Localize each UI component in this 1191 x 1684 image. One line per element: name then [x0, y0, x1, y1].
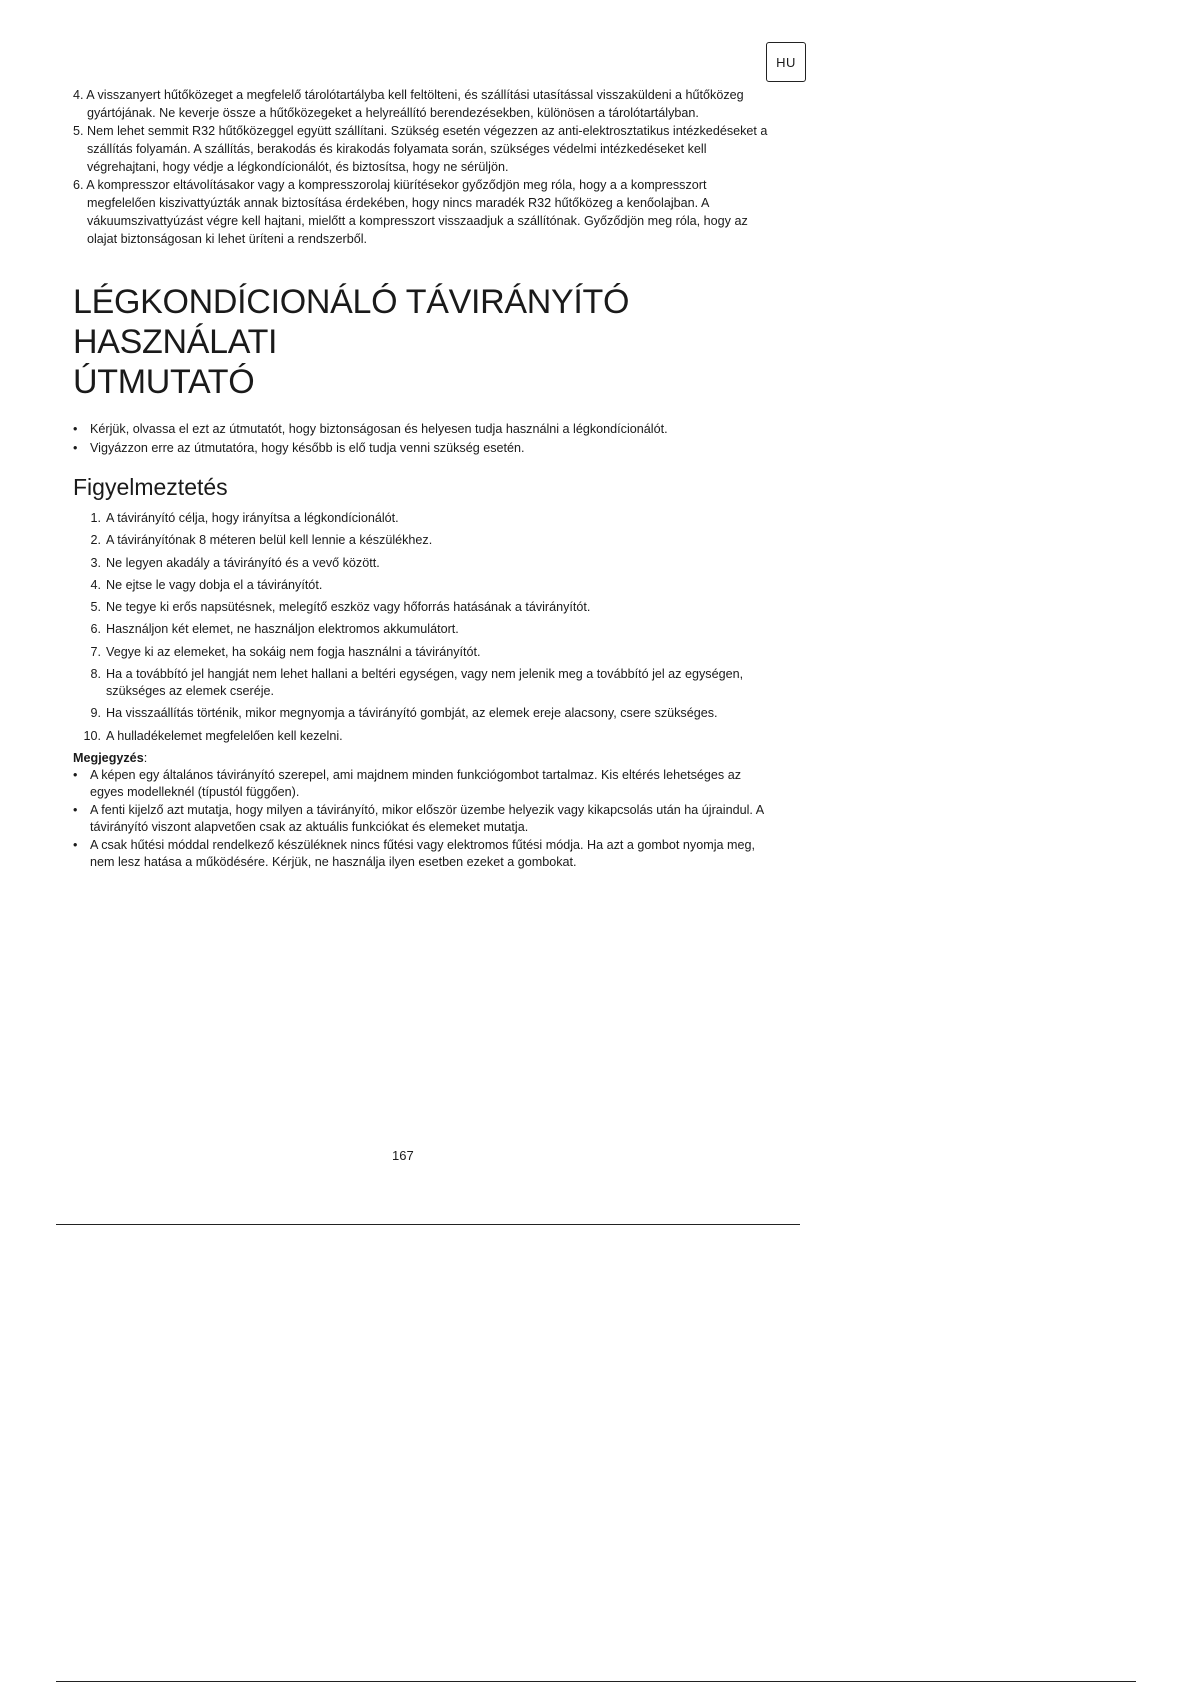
intro-bullets	[73, 420, 773, 458]
item-number: 8.	[90, 667, 101, 682]
item-number: 7.	[90, 644, 101, 659]
item-number: 3.	[90, 555, 101, 570]
note-item: • A képen egy általános távirányító szerepel, ami majdnem minden funkciógombot tartalmaz. Kis eltérés lehetséges az egyes modelleknél (típustól függően).	[73, 767, 773, 801]
item-number: 2.	[90, 533, 101, 548]
warning-item	[73, 705, 773, 722]
item-number: 5.	[90, 600, 101, 615]
warning-item	[73, 532, 773, 549]
warning-item	[73, 577, 773, 594]
warning-item	[73, 555, 773, 572]
item-number: 10.	[83, 728, 101, 743]
note-colon: :	[143, 750, 148, 765]
note-item: • A csak hűtési móddal rendelkező készüléknek nincs fűtési vagy elektromos fűtési módja. Ha azt a gombot nyomja meg, nem lesz hatása a működésére. Kérjük, ne használja ilyen esetben ezeket a gombokat.	[73, 837, 773, 871]
list-item: 6. A kompresszor eltávolításakor vagy a kompresszorolaj kiürítésekor győződjön meg róla, hogy a a kompresszort megfelelően kiszivattyúzták annak biztosítása érdekében, hogy nincs maradék R32 hűtőközeg a kenőolajban. A vákuumszivattyúzást végre kell hajtani, mielőtt a kompresszort visszaadjuk a szállítónak. Győződjön meg róla, hogy az olajat biztonságosan ki lehet üríteni a rendszerből.	[73, 178, 748, 246]
warning-item	[73, 728, 773, 745]
bullet-item: • Kérjük, olvassa el ezt az útmutatót, hogy biztonságosan és helyesen tudja használni a légkondícionálót.	[73, 420, 773, 439]
warning-item	[73, 599, 773, 616]
title-line-1: LÉGKONDÍCIONÁLÓ TÁVIRÁNYÍTÓ HASZNÁLATI	[73, 283, 630, 361]
item-text: Ne tegye ki erős napsütésnek, melegítő eszköz vagy hőforrás hatásának a távirányítót.	[106, 600, 591, 615]
warning-list	[73, 510, 773, 745]
item-text: Vegye ki az elemeket, ha sokáig nem fogja használni a távirányítót.	[106, 644, 481, 659]
item-text: Ne legyen akadály a távirányító és a vevő között.	[106, 555, 380, 570]
note-heading	[73, 750, 773, 767]
note-item: • A fenti kijelző azt mutatja, hogy milyen a távirányító, mikor először üzembe helyezik vagy kikapcsolás után ha újraindul. A távirányító viszont alapvetően csak az aktuális funkciókat és elemeket mutatja.	[73, 802, 773, 836]
page-content	[73, 86, 773, 872]
warning-heading: Figyelmeztetés	[73, 474, 228, 500]
item-number: 1.	[90, 511, 101, 525]
list-item: 5. Nem lehet semmit R32 hűtőközeggel együtt szállítani. Szükség esetén végezzen az anti-elektrosztatikus intézkedéseket a szállítás folyamán. A szállítás, berakodás és kirakodás folyamata során, szükséges védelmi intézkedéseket kell végrehajtani, hogy védje a légkondícionálót, és biztosítsa, hogy ne sérüljön.	[73, 124, 768, 174]
item-text: Használjon két elemet, ne használjon elektromos akkumulátort.	[106, 622, 459, 637]
page-number: 167	[392, 1148, 414, 1163]
item-number: 6.	[90, 622, 101, 637]
item-text: Ne ejtse le vagy dobja el a távirányítót.	[106, 577, 323, 592]
bullet-item: • Vigyázzon erre az útmutatóra, hogy később is elő tudja venni szükség esetén.	[73, 439, 773, 458]
warning-item	[73, 666, 773, 700]
bottom-divider	[56, 1681, 1136, 1682]
note-label: Megjegyzés	[73, 750, 144, 765]
horizontal-divider	[56, 1224, 800, 1225]
note-list	[73, 767, 773, 871]
recovery-instructions-list	[73, 86, 773, 248]
item-text: A távirányító célja, hogy irányítsa a légkondícionálót.	[106, 511, 399, 525]
title-line-2: ÚTMUTATÓ	[73, 363, 255, 401]
item-text: Ha visszaállítás történik, mikor megnyomja a távirányító gombját, az elemek ereje alacsony, csere szükséges.	[106, 706, 718, 721]
list-item: 4. A visszanyert hűtőközeget a megfelelő tárolótartályba kell feltölteni, és szállítási utasítással visszaküldeni a hűtőközeg gyártójának. Ne keverje össze a hűtőközegeket a helyreállító berendezésekben, különösen a tárolótartályban.	[73, 88, 744, 120]
language-badge: HU	[766, 42, 806, 82]
item-number: 9.	[90, 706, 101, 721]
item-text: Ha a továbbító jel hangját nem lehet hallani a beltéri egységen, vagy nem jelenik meg a továbbító jel az egységen, szükséges az elemek cseréje.	[106, 667, 744, 699]
item-text: A távirányítónak 8 méteren belül kell lennie a készülékhez.	[106, 533, 433, 548]
document-title	[73, 282, 773, 402]
warning-item	[73, 510, 773, 527]
item-text: A hulladékelemet megfelelően kell kezelni.	[106, 728, 343, 743]
warning-item	[73, 644, 773, 661]
warning-item	[73, 621, 773, 638]
item-number: 4.	[90, 577, 101, 592]
